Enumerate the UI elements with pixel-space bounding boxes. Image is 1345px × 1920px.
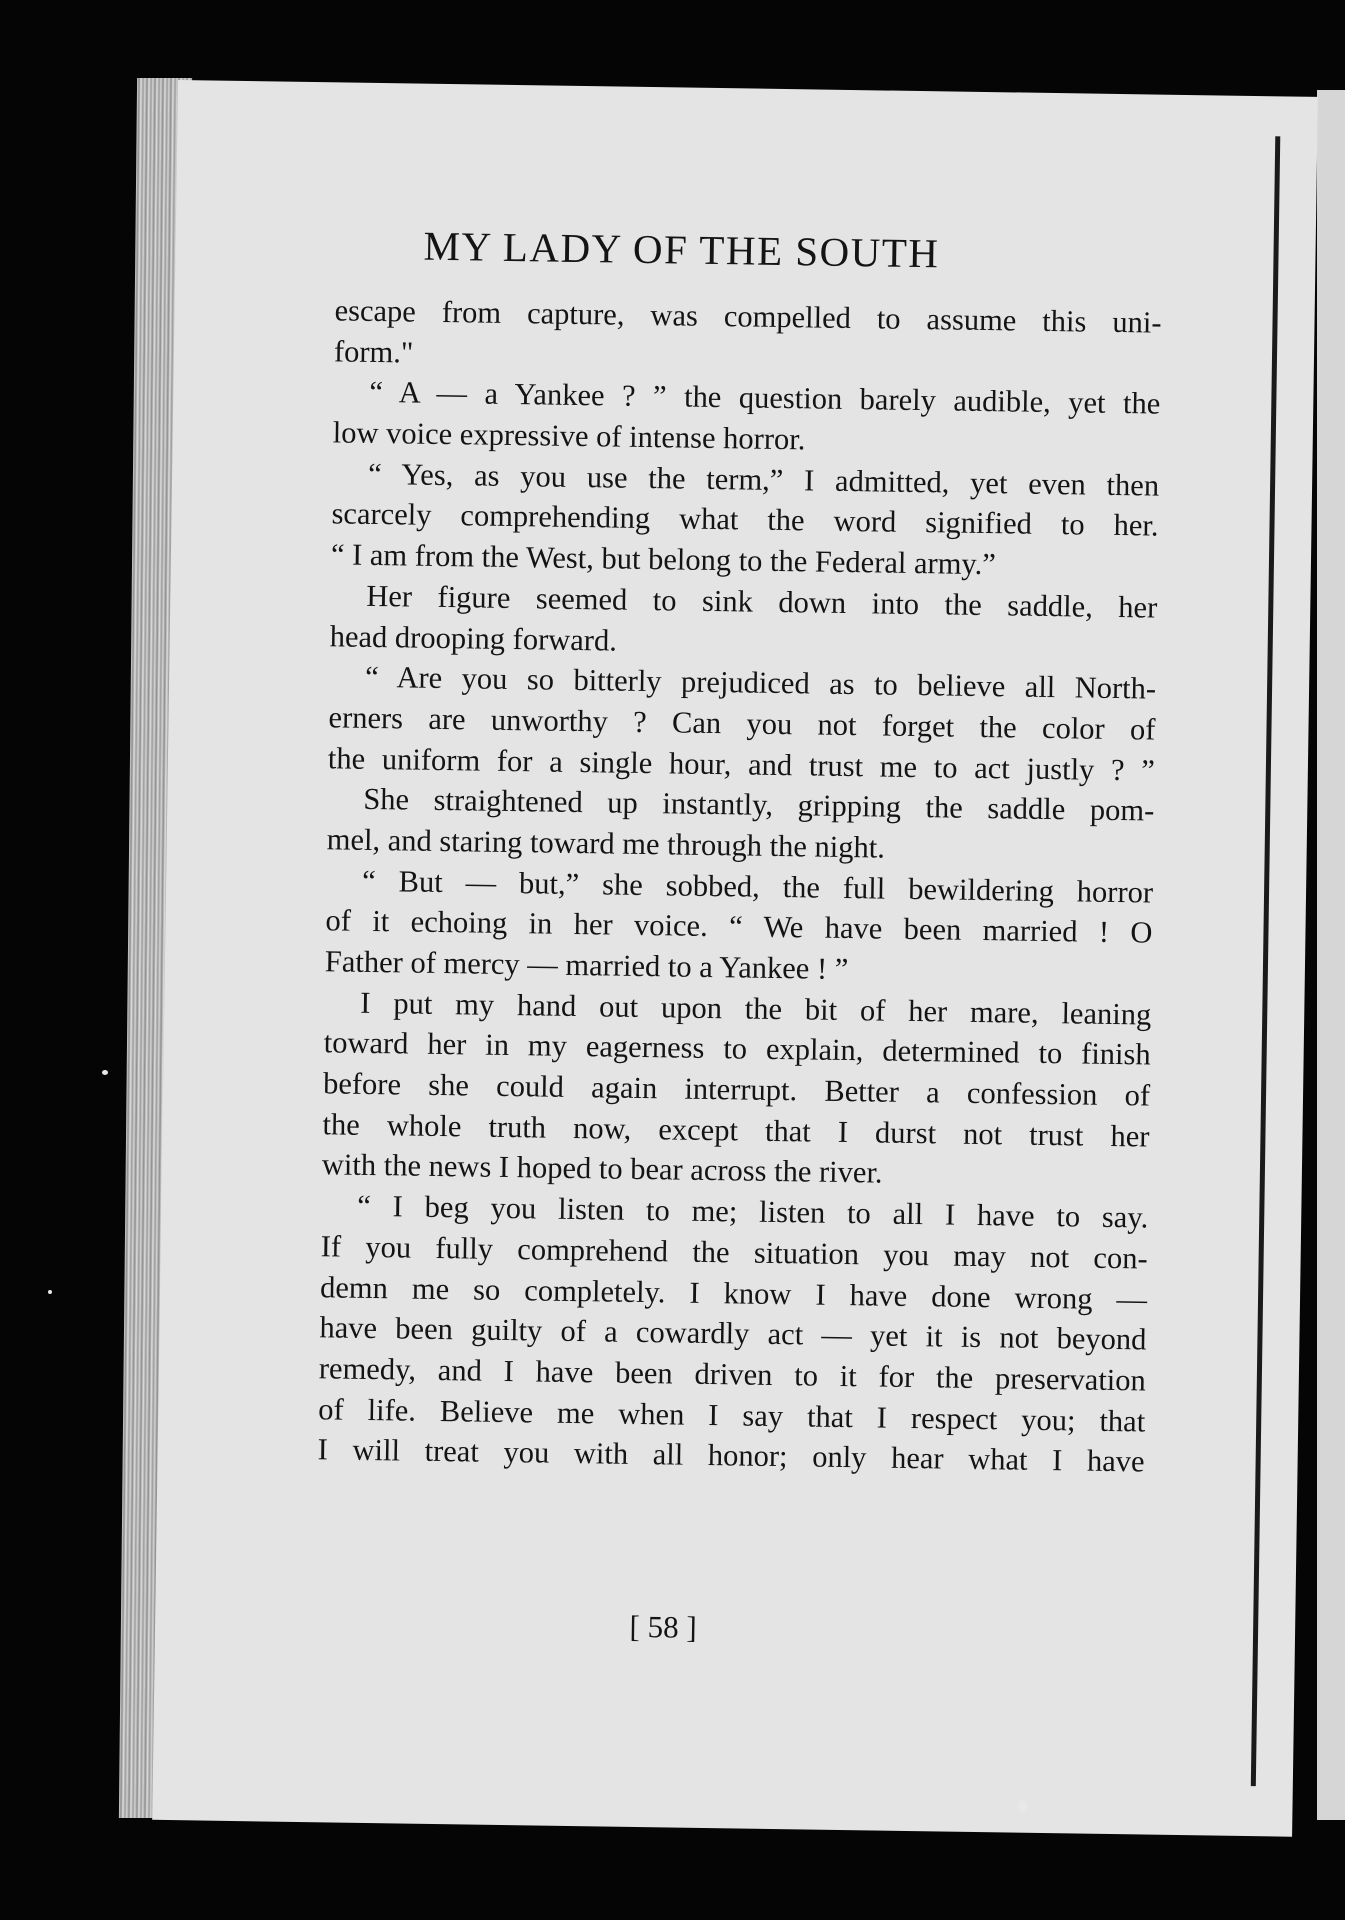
book-page <box>152 80 1318 1837</box>
gutter-shadow <box>1251 136 1280 1786</box>
text-line: the uniform for a single hour, and trust me to act justly ? ” <box>327 740 1156 788</box>
text-line: I put my hand out upon the bit of her mare, leaning <box>360 985 1152 1032</box>
text-line: head drooping forward. <box>329 618 618 658</box>
text-line: She straightened up instantly, gripping the saddle pom- <box>363 782 1155 828</box>
text-line: the whole truth now, except that I durst not trust her <box>322 1107 1150 1154</box>
text-line: toward her in my eagerness to explain, determined to finish <box>323 1025 1151 1072</box>
text-line: “ Yes, as you use the term,” I admitted, yet even then <box>367 456 1160 503</box>
text-line: demn me so completely. I know I have done wrong — <box>319 1269 1148 1317</box>
text-line: If you fully comprehend the situation you may not con- <box>320 1229 1148 1276</box>
text-line: “ Are you so bitterly prejudiced as to believe all North- <box>364 660 1157 706</box>
facing-page-edge <box>1317 90 1345 1820</box>
text-line: I will treat you with all honor; only hear what I have <box>317 1432 1145 1479</box>
text-line: erners are unworthy ? Can you not forget the color of <box>328 700 1156 747</box>
text-line: “ I am from the West, but belong to the Federal army.” <box>330 537 997 582</box>
text-line: remedy, and I have been driven to it for the preservation <box>318 1351 1147 1398</box>
text-line: form." <box>333 334 414 370</box>
page-number: [ 58 ] <box>629 1608 697 1645</box>
text-line: Father of mercy — married to a Yankee ! ” <box>324 944 849 987</box>
text-line: “ A — a Yankee ? ” the question barely audible, yet the <box>369 375 1161 421</box>
body-text <box>317 290 1161 1482</box>
text-line: “ But — but,” she sobbed, the full bewildering horror <box>361 863 1154 910</box>
text-line: with the news I hoped to bear across the river. <box>321 1147 883 1191</box>
text-line: Her figure seemed to sink down into the saddle, her <box>366 578 1158 625</box>
text-line: low voice expressive of intense horror. <box>332 415 806 457</box>
text-line: of it echoing in her voice. “ We have been married ! O <box>325 903 1153 950</box>
text-line: have been guilty of a cowardly act — yet it is not beyond <box>319 1310 1147 1357</box>
text-line: escape from capture, was compelled to assume this uni- <box>334 293 1162 340</box>
text-line: scarcely comprehending what the word signified to her. <box>331 496 1159 544</box>
text-line: before she could again interrupt. Better a confession of <box>322 1066 1151 1113</box>
text-line: mel, and staring toward me through the night. <box>326 822 886 865</box>
running-head: MY LADY OF THE SOUTH <box>423 222 940 277</box>
text-line: “ I beg you listen to me; listen to all I have to say. <box>357 1188 1149 1235</box>
text-line: of life. Believe me when I say that I respect you; that <box>318 1391 1146 1439</box>
